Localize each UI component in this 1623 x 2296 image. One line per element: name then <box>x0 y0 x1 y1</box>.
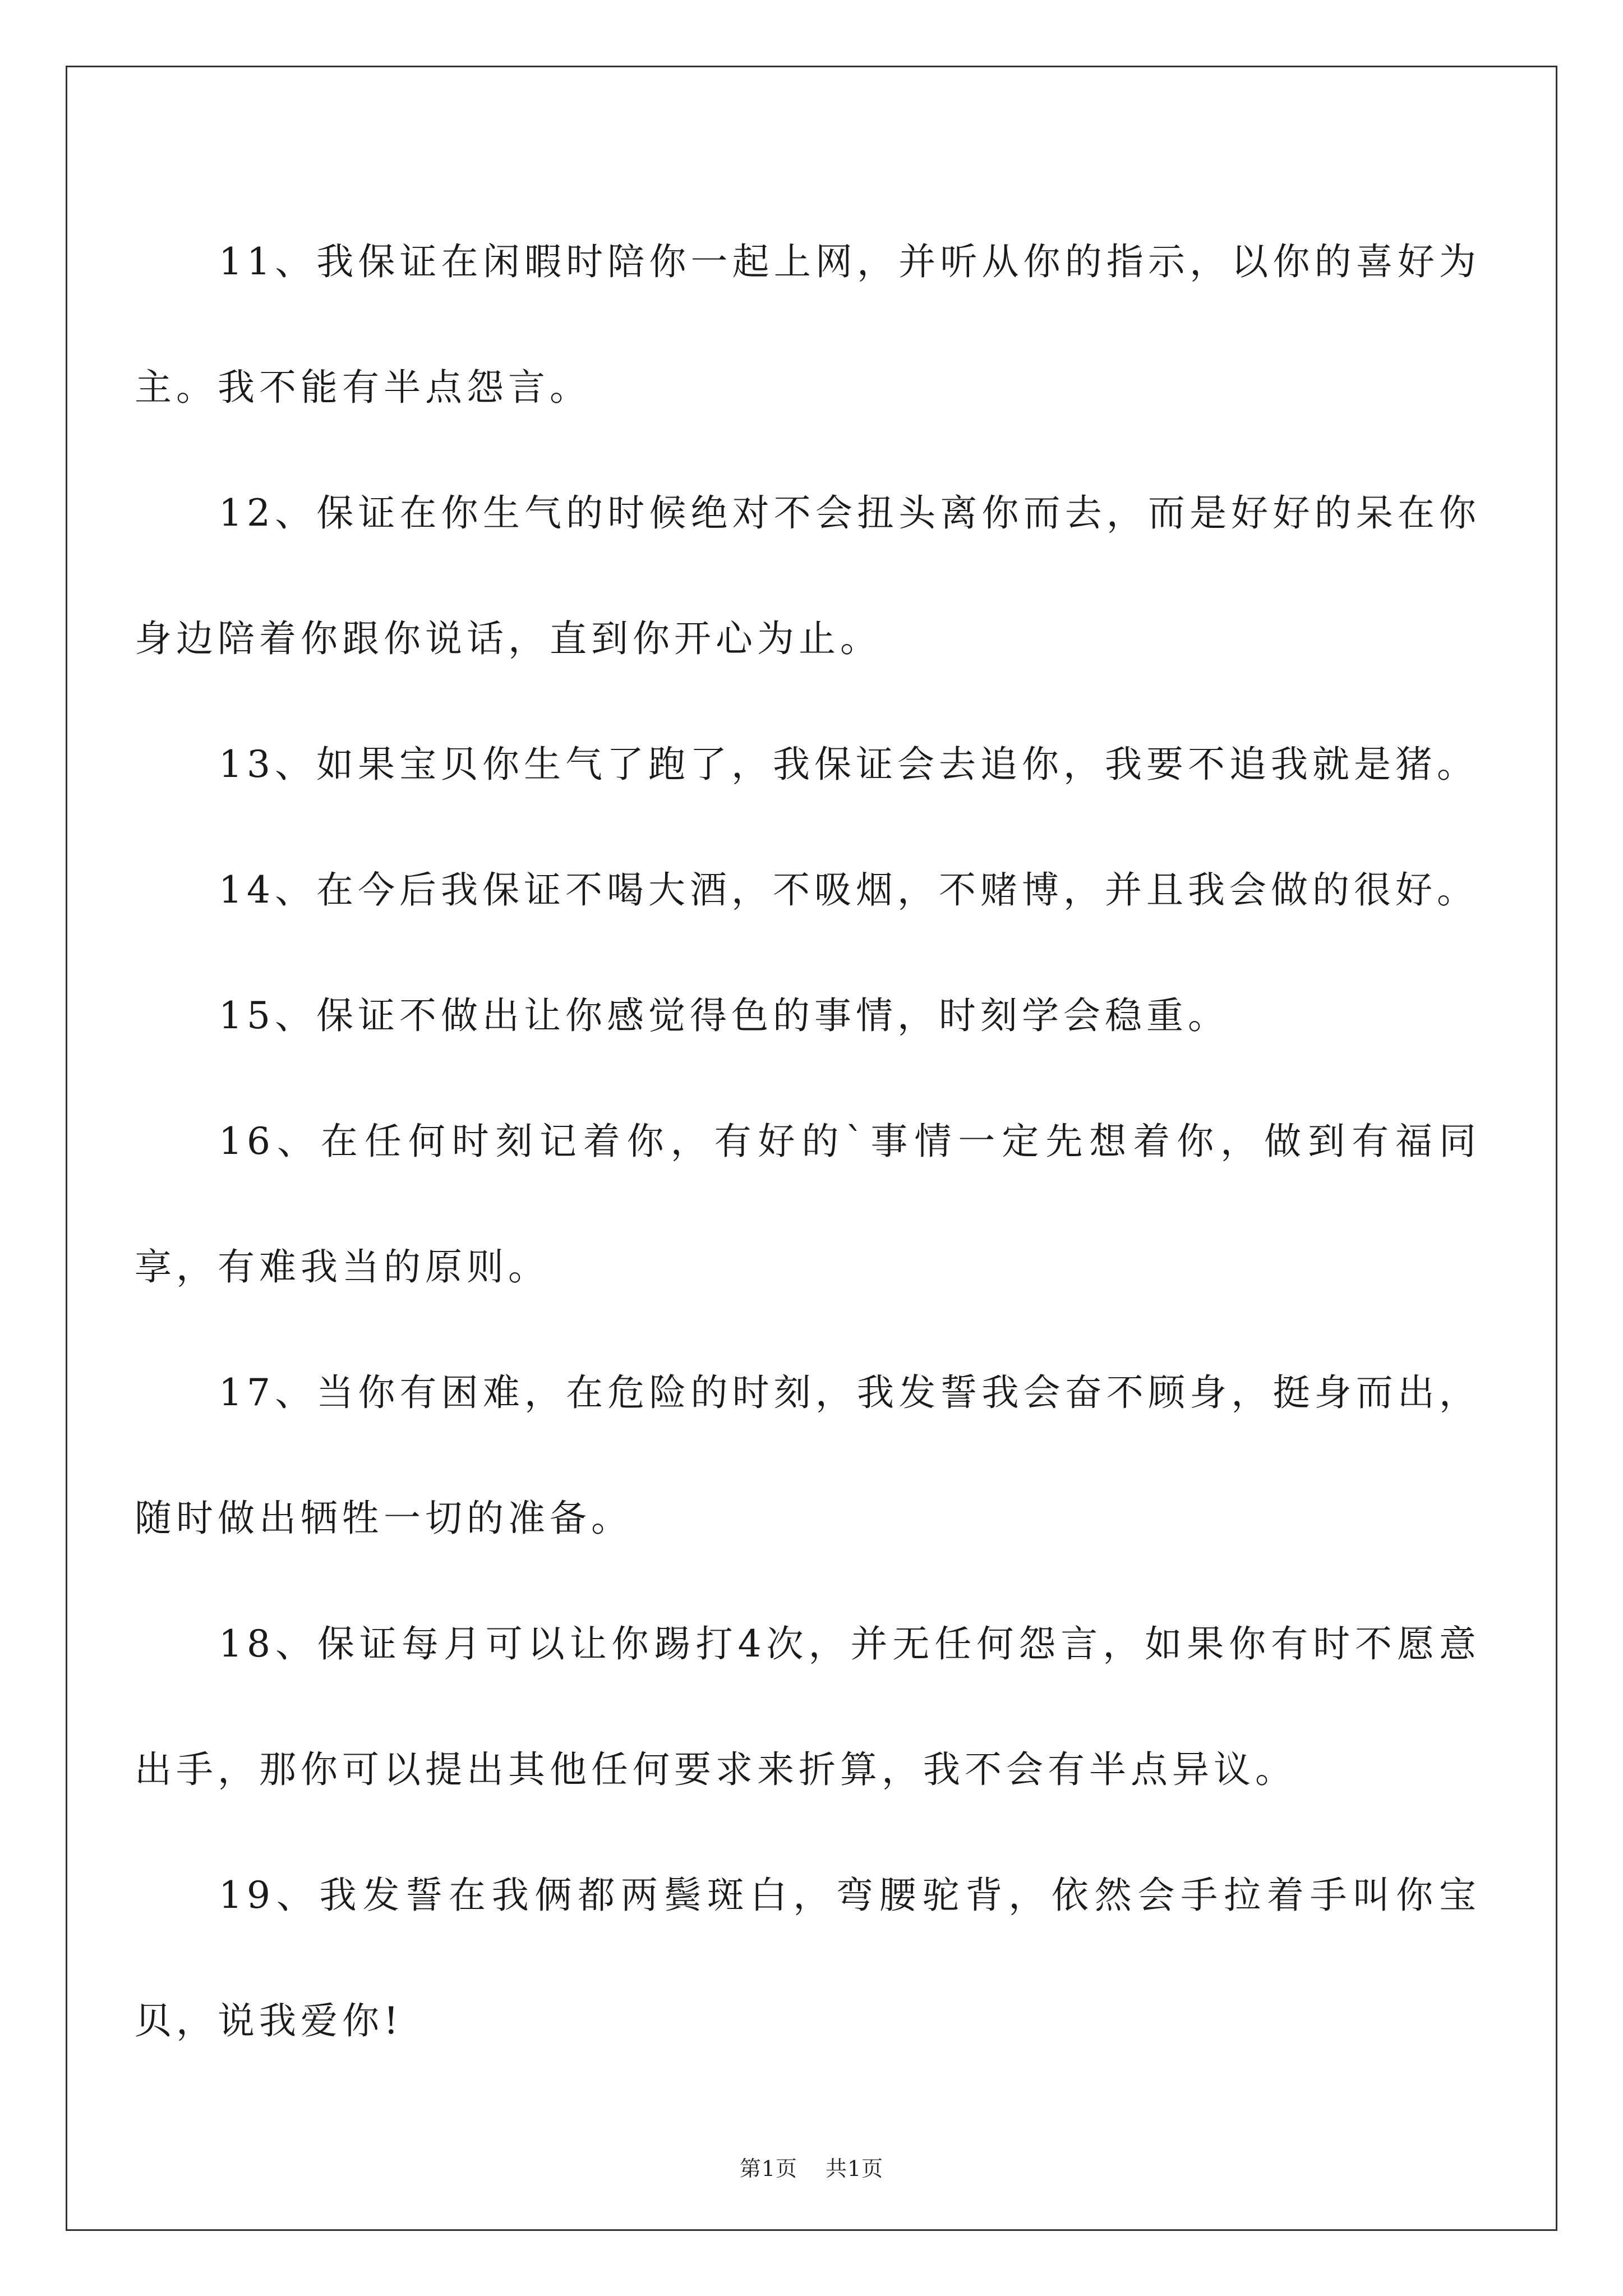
paragraph-11: 11、我保证在闲暇时陪你一起上网，并听从你的指示，以你的喜好为主。我不能有半点怨言。 <box>135 240 1481 409</box>
paragraph-14: 14、在今后我保证不喝大酒，不吸烟，不赌博，并且我会做的很好。 <box>219 868 1478 912</box>
paragraph-16: 16、在任何时刻记着你，有好的`事情一定先想着你，做到有福同享，有难我当的原则。 <box>135 1120 1481 1289</box>
page-number: 第1页 <box>739 2156 797 2181</box>
paragraph-12: 12、保证在你生气的时候绝对不会扭头离你而去，而是好好的呆在你身边陪着你跟你说话，直到你开心为止。 <box>135 491 1481 660</box>
paragraph-17: 17、当你有困难，在危险的时刻，我发誓我会奋不顾身，挺身而出，随时做出牺牲一切的准备。 <box>135 1371 1481 1540</box>
paragraph-19: 19、我发誓在我俩都两鬓斑白，弯腰驼背，依然会手拉着手叫你宝贝，说我爱你! <box>135 1874 1481 2042</box>
paragraph-18: 18、保证每月可以让你踢打4次，并无任何怨言，如果你有时不愿意出手，那你可以提出其他任何要求来折算，我不会有半点异议。 <box>135 1622 1481 1791</box>
paragraph-15: 15、保证不做出让你感觉得色的事情，时刻学会稳重。 <box>219 994 1229 1037</box>
document-body <box>135 199 1481 2084</box>
page-total: 共1页 <box>826 2156 884 2181</box>
page-footer <box>0 2151 1623 2182</box>
paragraph-13: 13、如果宝贝你生气了跑了，我保证会去追你，我要不追我就是猪。 <box>219 743 1478 786</box>
